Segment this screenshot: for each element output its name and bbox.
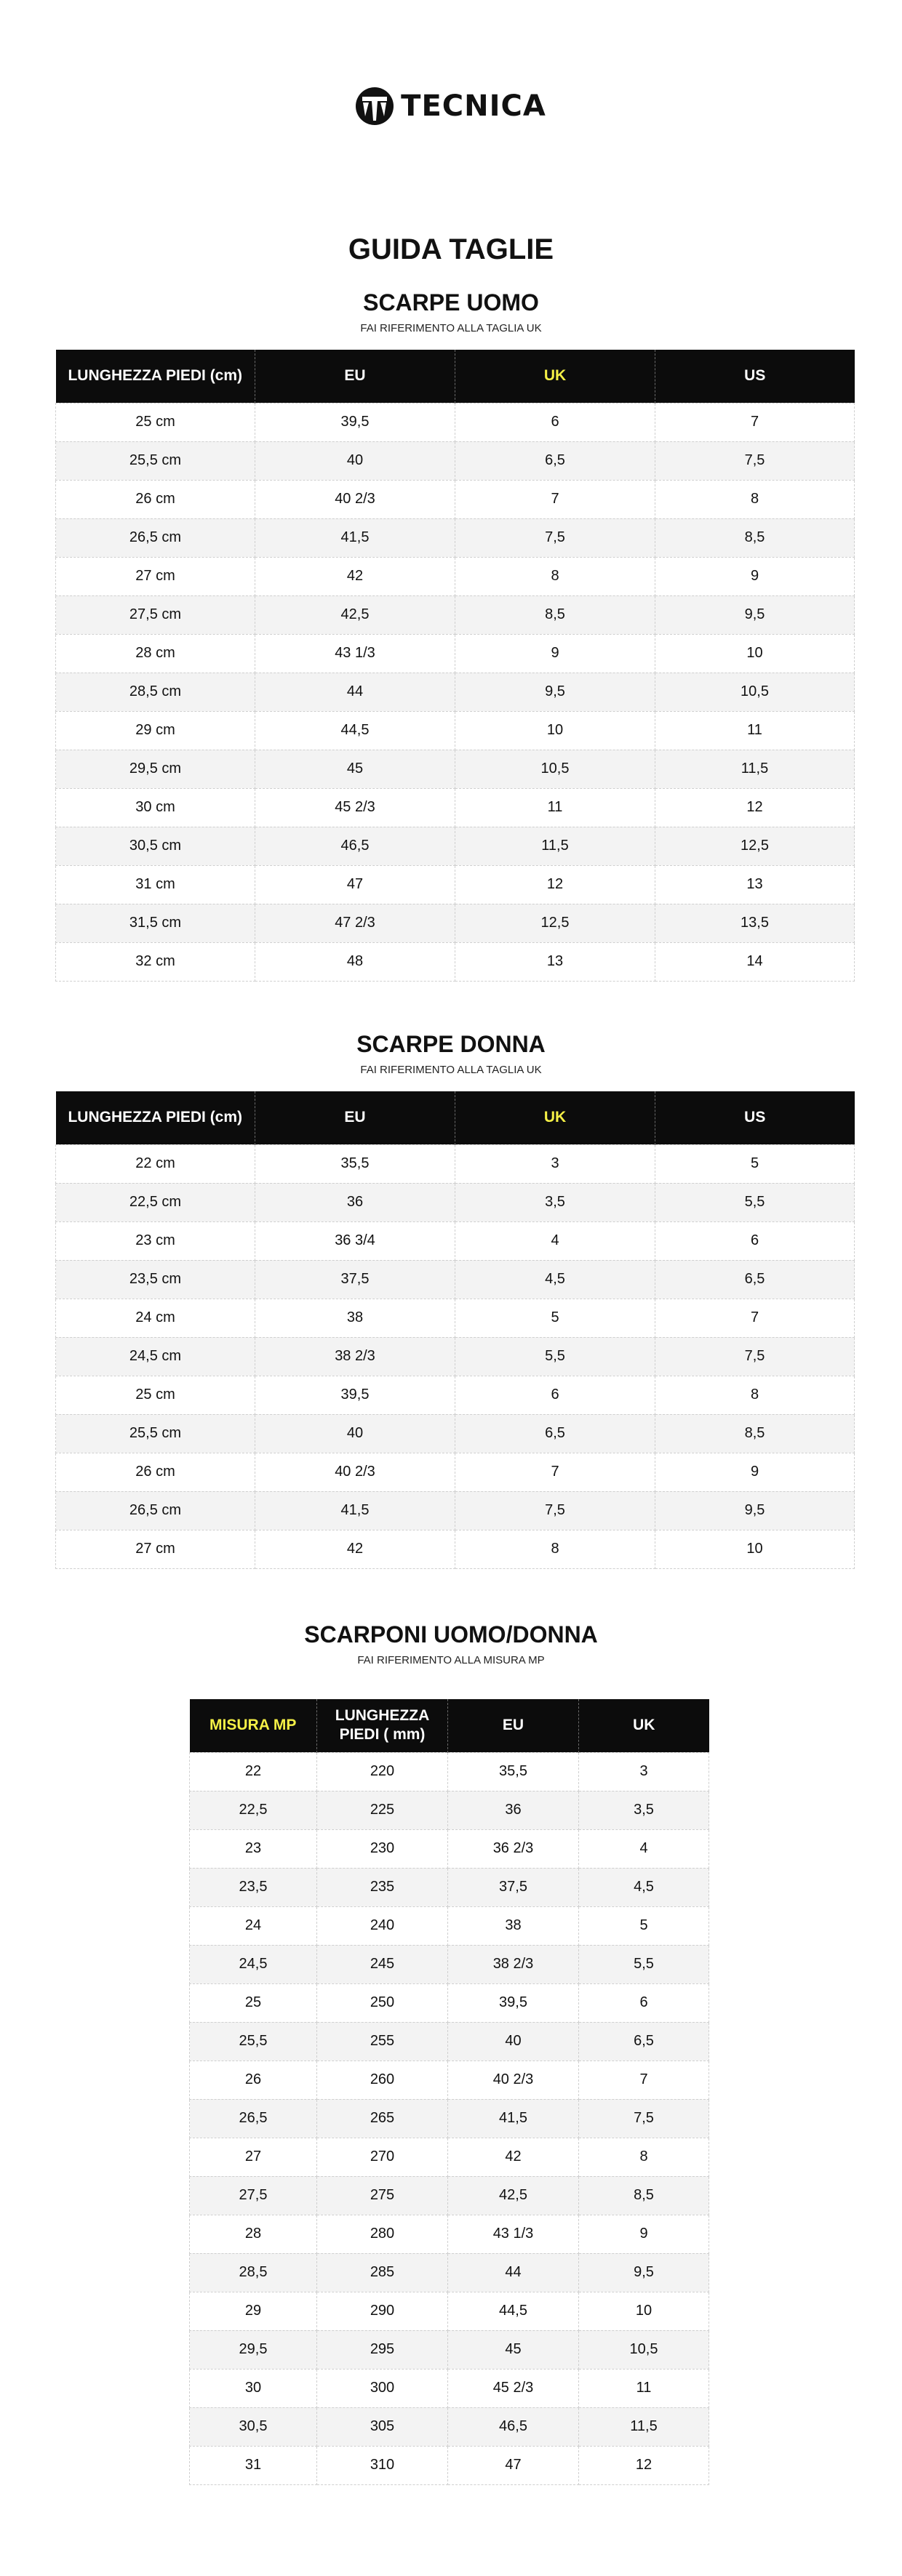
table-cell: 36 2/3 [448,1829,579,1868]
table-cell: 25 cm [56,403,255,441]
table-cell: 5 [655,1144,855,1183]
table-cell: 11,5 [579,2407,709,2446]
brand-logo [0,86,902,127]
table-cell: 44 [255,673,455,711]
table-cell: 41,5 [255,1491,455,1530]
table-cell: 10 [655,1530,855,1568]
table-row [56,1414,855,1453]
table-cell: 47 [448,2446,579,2484]
table-cell: 290 [317,2292,448,2330]
table-row [56,865,855,904]
table-cell: 11 [579,2369,709,2407]
table-cell: 25,5 cm [56,441,255,480]
table-cell: 31 cm [56,865,255,904]
table-cell: 42 [255,557,455,595]
table-cell: 46,5 [448,2407,579,2446]
table-cell: 3 [579,1752,709,1791]
women-header-eu: EU [255,1091,455,1144]
men-section-note: FAI RIFERIMENTO ALLA TAGLIA UK [360,322,542,334]
table-cell: 6 [455,403,655,441]
table-cell: 25,5 [190,2022,317,2061]
table-row [190,1868,709,1906]
table-cell: 280 [317,2215,448,2253]
table-cell: 3 [455,1144,655,1183]
table-cell: 23 [190,1829,317,1868]
table-cell: 31,5 cm [56,904,255,942]
table-cell: 295 [317,2330,448,2369]
table-cell: 10 [655,634,855,673]
table-cell: 27 cm [56,1530,255,1568]
table-cell: 8,5 [455,595,655,634]
table-cell: 26 cm [56,1453,255,1491]
table-cell: 30 cm [56,788,255,827]
table-cell: 32 cm [56,942,255,981]
table-cell: 14 [655,942,855,981]
table-row [56,1221,855,1260]
table-cell: 26 [190,2061,317,2099]
table-row [56,1530,855,1568]
table-cell: 3,5 [579,1791,709,1829]
table-cell: 44 [448,2253,579,2292]
table-cell: 13 [655,865,855,904]
table-cell: 9 [455,634,655,673]
table-cell: 10,5 [655,673,855,711]
table-cell: 12,5 [655,827,855,865]
table-cell: 260 [317,2061,448,2099]
table-row [190,2446,709,2484]
table-cell: 37,5 [255,1260,455,1299]
table-cell: 40 [255,441,455,480]
table-row [56,1376,855,1414]
table-cell: 23,5 [190,1868,317,1906]
table-cell: 12 [655,788,855,827]
table-cell: 8 [579,2138,709,2176]
women-section-note: FAI RIFERIMENTO ALLA TAGLIA UK [360,1064,542,1076]
table-cell: 40 2/3 [255,480,455,518]
table-cell: 42 [255,1530,455,1568]
table-cell: 22 [190,1752,317,1791]
table-cell: 43 1/3 [448,2215,579,2253]
table-cell: 27,5 cm [56,595,255,634]
table-row [190,2369,709,2407]
table-cell: 240 [317,1906,448,1945]
table-cell: 5,5 [579,1945,709,1983]
table-row [56,403,855,441]
table-cell: 40 [255,1414,455,1453]
table-cell: 10 [579,2292,709,2330]
table-cell: 22,5 cm [56,1183,255,1221]
table-row [190,2292,709,2330]
women-header-uk: UK [455,1091,655,1144]
boots-header-uk: UK [579,1699,709,1752]
table-row [56,1183,855,1221]
table-cell: 8 [655,480,855,518]
table-row [56,634,855,673]
table-cell: 13,5 [655,904,855,942]
table-cell: 11 [455,788,655,827]
table-cell: 48 [255,942,455,981]
table-row [56,557,855,595]
women-section-title: SCARPE DONNA [356,1031,546,1057]
table-cell: 9 [655,557,855,595]
table-cell: 220 [317,1752,448,1791]
table-cell: 23 cm [56,1221,255,1260]
table-cell: 4 [579,1829,709,1868]
table-row [190,1906,709,1945]
table-cell: 4,5 [455,1260,655,1299]
table-row [190,2022,709,2061]
table-cell: 6,5 [655,1260,855,1299]
table-cell: 27,5 [190,2176,317,2215]
table-cell: 6,5 [455,1414,655,1453]
table-cell: 9 [655,1453,855,1491]
men-header-foot-length: LUNGHEZZA PIEDI (cm) [56,350,255,403]
table-cell: 40 2/3 [448,2061,579,2099]
table-cell: 28 cm [56,634,255,673]
men-header-uk: UK [455,350,655,403]
table-cell: 275 [317,2176,448,2215]
table-row [190,1829,709,1868]
table-cell: 28 [190,2215,317,2253]
boots-table-header [190,1699,709,1752]
table-cell: 12 [579,2446,709,2484]
table-row [56,1491,855,1530]
table-cell: 28,5 [190,2253,317,2292]
table-row [190,2138,709,2176]
women-section [0,1030,902,1078]
women-table-header [56,1091,855,1144]
table-cell: 270 [317,2138,448,2176]
table-cell: 42 [448,2138,579,2176]
table-cell: 13 [455,942,655,981]
table-row [56,1337,855,1376]
table-row [190,2061,709,2099]
table-cell: 11 [655,711,855,750]
table-cell: 22,5 [190,1791,317,1829]
table-cell: 6 [579,1983,709,2022]
tecnica-logo-icon [356,87,394,125]
table-cell: 26,5 cm [56,518,255,557]
table-cell: 3,5 [455,1183,655,1221]
table-row [56,788,855,827]
table-cell: 7 [655,1299,855,1337]
boots-section [0,1620,902,1668]
table-cell: 26,5 cm [56,1491,255,1530]
table-cell: 11,5 [455,827,655,865]
women-header-foot-length: LUNGHEZZA PIEDI (cm) [56,1091,255,1144]
table-cell: 38 [448,1906,579,1945]
women-size-table [55,1091,855,1569]
table-cell: 30,5 cm [56,827,255,865]
brand-name: TECNICA [401,89,546,123]
table-row [190,2099,709,2138]
table-cell: 45 2/3 [448,2369,579,2407]
table-cell: 43 1/3 [255,634,455,673]
table-cell: 9,5 [579,2253,709,2292]
table-cell: 24 [190,1906,317,1945]
table-cell: 35,5 [255,1144,455,1183]
table-cell: 7,5 [455,518,655,557]
table-row [190,2176,709,2215]
table-cell: 7,5 [655,1337,855,1376]
table-row [190,1945,709,1983]
table-cell: 4,5 [579,1868,709,1906]
table-cell: 44,5 [448,2292,579,2330]
table-cell: 8 [455,557,655,595]
table-cell: 42,5 [448,2176,579,2215]
table-cell: 11,5 [655,750,855,788]
men-header-eu: EU [255,350,455,403]
table-cell: 28,5 cm [56,673,255,711]
table-cell: 7,5 [655,441,855,480]
table-cell: 41,5 [255,518,455,557]
table-cell: 300 [317,2369,448,2407]
table-cell: 23,5 cm [56,1260,255,1299]
men-table-header [56,350,855,403]
table-cell: 250 [317,1983,448,2022]
boots-header-mp-size: MISURA MP [190,1699,317,1752]
table-cell: 235 [317,1868,448,1906]
page-title: GUIDA TAGLIE [348,233,554,265]
table-cell: 47 2/3 [255,904,455,942]
table-row [190,1983,709,2022]
table-cell: 6 [455,1376,655,1414]
table-cell: 10 [455,711,655,750]
table-cell: 4 [455,1221,655,1260]
table-cell: 47 [255,865,455,904]
table-row [190,1752,709,1791]
table-cell: 6,5 [455,441,655,480]
table-cell: 25 cm [56,1376,255,1414]
table-cell: 7 [655,403,855,441]
table-cell: 6 [655,1221,855,1260]
table-row [190,1791,709,1829]
men-section [0,288,902,336]
table-cell: 6,5 [579,2022,709,2061]
table-cell: 29,5 [190,2330,317,2369]
table-cell: 5 [579,1906,709,1945]
table-cell: 7 [455,1453,655,1491]
table-row [56,904,855,942]
table-cell: 230 [317,1829,448,1868]
table-cell: 36 3/4 [255,1221,455,1260]
table-cell: 8,5 [579,2176,709,2215]
table-cell: 42,5 [255,595,455,634]
table-row [56,1260,855,1299]
table-row [190,2253,709,2292]
table-cell: 26 cm [56,480,255,518]
table-cell: 245 [317,1945,448,1983]
table-cell: 45 2/3 [255,788,455,827]
table-row [56,518,855,557]
table-cell: 38 2/3 [448,1945,579,1983]
table-cell: 8 [655,1376,855,1414]
table-cell: 45 [448,2330,579,2369]
table-row [56,1453,855,1491]
table-cell: 25,5 cm [56,1414,255,1453]
table-cell: 310 [317,2446,448,2484]
boots-section-note: FAI RIFERIMENTO ALLA MISURA MP [357,1654,545,1666]
table-cell: 44,5 [255,711,455,750]
table-cell: 9,5 [455,673,655,711]
table-row [56,480,855,518]
table-cell: 22 cm [56,1144,255,1183]
table-cell: 45 [255,750,455,788]
table-row [56,942,855,981]
table-cell: 46,5 [255,827,455,865]
boots-section-title: SCARPONI UOMO/DONNA [304,1621,598,1648]
table-cell: 38 2/3 [255,1337,455,1376]
table-cell: 225 [317,1791,448,1829]
boots-size-table [189,1699,709,2485]
table-cell: 10,5 [455,750,655,788]
table-row [56,1299,855,1337]
table-cell: 35,5 [448,1752,579,1791]
table-cell: 7,5 [579,2099,709,2138]
table-cell: 41,5 [448,2099,579,2138]
table-cell: 285 [317,2253,448,2292]
table-cell: 36 [448,1791,579,1829]
table-cell: 31 [190,2446,317,2484]
table-cell: 29 cm [56,711,255,750]
table-cell: 8,5 [655,1414,855,1453]
boots-header-eu: EU [448,1699,579,1752]
table-cell: 10,5 [579,2330,709,2369]
table-row [56,1144,855,1183]
table-cell: 9,5 [655,1491,855,1530]
table-cell: 7 [579,2061,709,2099]
table-cell: 8,5 [655,518,855,557]
table-cell: 30 [190,2369,317,2407]
table-cell: 7,5 [455,1491,655,1530]
table-cell: 9 [579,2215,709,2253]
table-cell: 8 [455,1530,655,1568]
table-cell: 24 cm [56,1299,255,1337]
table-row [190,2330,709,2369]
table-cell: 265 [317,2099,448,2138]
table-cell: 5 [455,1299,655,1337]
table-row [56,711,855,750]
table-cell: 39,5 [255,403,455,441]
men-header-us: US [655,350,855,403]
table-cell: 29,5 cm [56,750,255,788]
table-row [56,750,855,788]
table-cell: 5,5 [455,1337,655,1376]
table-cell: 38 [255,1299,455,1337]
table-cell: 24,5 [190,1945,317,1983]
table-cell: 39,5 [448,1983,579,2022]
table-row [56,595,855,634]
table-row [56,827,855,865]
table-cell: 27 [190,2138,317,2176]
table-cell: 26,5 [190,2099,317,2138]
table-row [190,2407,709,2446]
table-cell: 12 [455,865,655,904]
table-cell: 40 2/3 [255,1453,455,1491]
table-cell: 29 [190,2292,317,2330]
table-cell: 25 [190,1983,317,2022]
table-cell: 12,5 [455,904,655,942]
table-cell: 24,5 cm [56,1337,255,1376]
table-row [56,673,855,711]
table-cell: 37,5 [448,1868,579,1906]
table-cell: 7 [455,480,655,518]
table-row [190,2215,709,2253]
table-row [56,441,855,480]
table-cell: 30,5 [190,2407,317,2446]
table-cell: 39,5 [255,1376,455,1414]
table-cell: 255 [317,2022,448,2061]
table-cell: 40 [448,2022,579,2061]
table-cell: 9,5 [655,595,855,634]
table-cell: 305 [317,2407,448,2446]
men-size-table [55,350,855,982]
boots-header-foot-length: LUNGHEZZA PIEDI ( mm) [317,1699,448,1752]
men-section-title: SCARPE UOMO [363,289,539,316]
table-cell: 36 [255,1183,455,1221]
women-header-us: US [655,1091,855,1144]
table-cell: 5,5 [655,1183,855,1221]
table-cell: 27 cm [56,557,255,595]
